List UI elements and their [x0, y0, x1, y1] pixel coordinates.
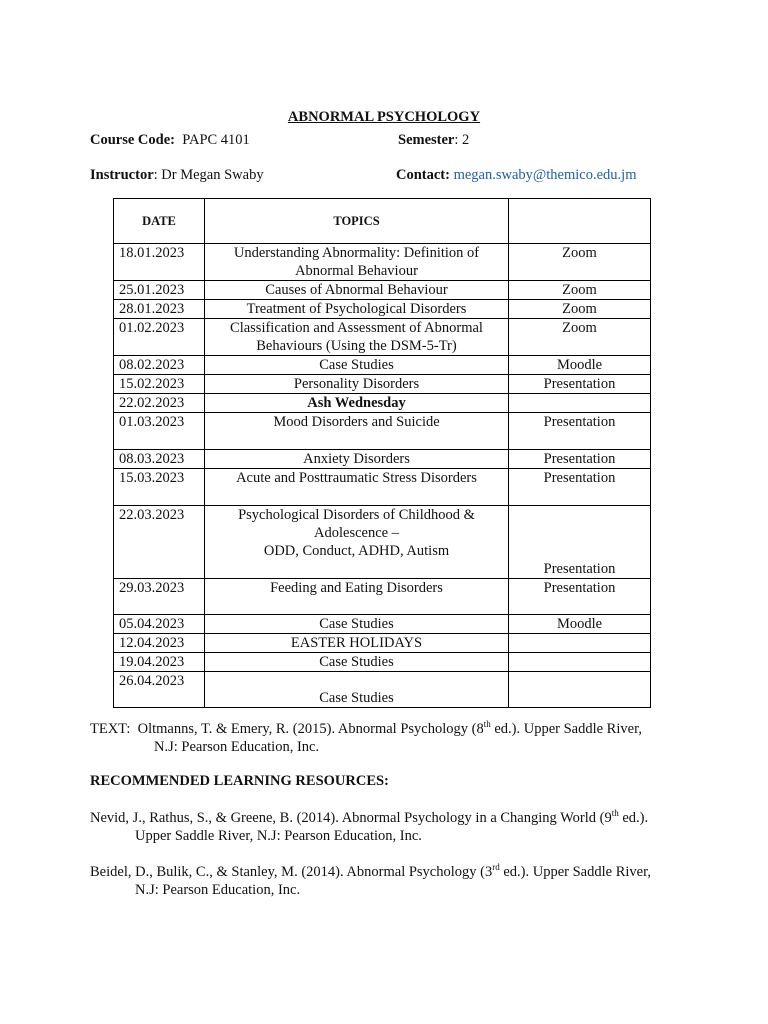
- row-mode: Presentation: [509, 413, 651, 450]
- row-topic: Case Studies: [205, 672, 509, 708]
- row-topic: [205, 506, 509, 579]
- textbook-citation-b: ed.). Upper Saddle River,: [490, 721, 642, 737]
- semester: [398, 132, 469, 149]
- semester-value: : 2: [454, 132, 470, 148]
- page-title: ABNORMAL PSYCHOLOGY: [287, 109, 481, 125]
- row-date: 22.02.2023: [114, 394, 205, 413]
- row-date: 01.02.2023: [114, 319, 205, 356]
- row-topic: Ash Wednesday: [205, 394, 509, 413]
- textbook-sup: th: [483, 719, 491, 730]
- table-row: [114, 244, 651, 281]
- textbook-line2: N.J: Pearson Education, Inc.: [154, 739, 320, 755]
- header-date: DATE: [114, 199, 205, 244]
- row-date: 18.01.2023: [114, 244, 205, 281]
- row-date: 25.01.2023: [114, 281, 205, 300]
- contact-label: Contact:: [396, 167, 450, 183]
- table-row: [114, 394, 651, 413]
- resource-item: [90, 809, 710, 845]
- row-topic: Classification and Assessment of Abnormal Behaviours (Using the DSM-5-Tr): [205, 319, 509, 356]
- row-date: 05.04.2023: [114, 615, 205, 634]
- row-topic-line1: Psychological Disorders of Childhood & Adolescence –: [238, 507, 475, 541]
- schedule-table: [113, 198, 651, 708]
- row-mode: [509, 653, 651, 672]
- row-mode: [509, 672, 651, 708]
- row-mode: Presentation: [509, 506, 651, 579]
- resource-citation-b: ed.).: [618, 810, 649, 826]
- row-mode: Presentation: [509, 469, 651, 506]
- table-row: [114, 672, 651, 708]
- row-topic: Feeding and Eating Disorders: [205, 579, 509, 615]
- resource-line1: [90, 863, 710, 881]
- table-row: [114, 356, 651, 375]
- semester-label: Semester: [398, 132, 455, 148]
- row-topic: Causes of Abnormal Behaviour: [205, 281, 509, 300]
- row-date: 08.03.2023: [114, 450, 205, 469]
- row-date: 29.03.2023: [114, 579, 205, 615]
- row-date: 15.03.2023: [114, 469, 205, 506]
- resource-citation-b: ed.). Upper Saddle River,: [499, 864, 651, 880]
- row-date: 12.04.2023: [114, 634, 205, 653]
- row-topic: Case Studies: [205, 356, 509, 375]
- resource-item: [90, 863, 710, 899]
- row-topic: Mood Disorders and Suicide: [205, 413, 509, 450]
- course-code-label: Course Code:: [90, 132, 175, 148]
- table-row: [114, 469, 651, 506]
- resource-sup: rd: [492, 862, 500, 873]
- contact: [396, 167, 636, 184]
- table-row: [114, 281, 651, 300]
- header-mode: [509, 199, 651, 244]
- row-topic: Case Studies: [205, 615, 509, 634]
- row-date: 28.01.2023: [114, 300, 205, 319]
- row-date: 22.03.2023: [114, 506, 205, 579]
- row-mode: Zoom: [509, 281, 651, 300]
- table-header-row: [114, 199, 651, 244]
- row-date: 01.03.2023: [114, 413, 205, 450]
- instructor-value: : Dr Megan Swaby: [153, 167, 264, 183]
- row-date: 19.04.2023: [114, 653, 205, 672]
- resource-line2: N.J: Pearson Education, Inc.: [135, 882, 301, 898]
- table-row: [114, 653, 651, 672]
- contact-email-link[interactable]: megan.swaby@themico.edu.jm: [453, 167, 637, 183]
- table-row: [114, 506, 651, 579]
- textbook-line1: [90, 720, 710, 738]
- row-mode: Presentation: [509, 375, 651, 394]
- table-row: [114, 375, 651, 394]
- row-mode: [509, 634, 651, 653]
- row-mode: Presentation: [509, 450, 651, 469]
- row-date: 26.04.2023: [114, 672, 205, 708]
- row-topic-line2: ODD, Conduct, ADHD, Autism: [263, 543, 450, 559]
- table-row: [114, 319, 651, 356]
- textbook-label: TEXT:: [90, 721, 131, 737]
- course-code: [90, 132, 250, 149]
- header-topics: TOPICS: [205, 199, 509, 244]
- row-topic: Anxiety Disorders: [205, 450, 509, 469]
- row-date: 08.02.2023: [114, 356, 205, 375]
- row-topic: Acute and Posttraumatic Stress Disorders: [205, 469, 509, 506]
- row-topic: Treatment of Psychological Disorders: [205, 300, 509, 319]
- textbook-reference: [90, 720, 710, 756]
- resource-line2: Upper Saddle River, N.J: Pearson Education, Inc.: [135, 828, 422, 844]
- table-row: [114, 615, 651, 634]
- textbook-citation-a: Oltmanns, T. & Emery, R. (2015). Abnormal Psychology (8: [137, 721, 484, 737]
- resource-citation-a: Beidel, D., Bulik, C., & Stanley, M. (2014). Abnormal Psychology (3: [90, 864, 493, 880]
- table-row: [114, 413, 651, 450]
- resource-sup: th: [611, 808, 619, 819]
- table-row: [114, 579, 651, 615]
- row-mode: Moodle: [509, 615, 651, 634]
- resources-heading: RECOMMENDED LEARNING RESOURCES:: [90, 773, 389, 789]
- resource-line1: [90, 809, 710, 827]
- row-topic: Understanding Abnormality: Definition of Abnormal Behaviour: [205, 244, 509, 281]
- row-mode: Moodle: [509, 356, 651, 375]
- instructor-label: Instructor: [90, 167, 154, 183]
- table-row: [114, 450, 651, 469]
- row-mode: Zoom: [509, 319, 651, 356]
- row-mode: Presentation: [509, 579, 651, 615]
- resource-citation-a: Nevid, J., Rathus, S., & Greene, B. (2014). Abnormal Psychology in a Changing World (9: [90, 810, 612, 826]
- row-topic: EASTER HOLIDAYS: [205, 634, 509, 653]
- row-topic: Personality Disorders: [205, 375, 509, 394]
- table-row: [114, 634, 651, 653]
- instructor: [90, 167, 264, 184]
- row-mode: Zoom: [509, 300, 651, 319]
- row-mode: Zoom: [509, 244, 651, 281]
- row-topic: Case Studies: [205, 653, 509, 672]
- course-code-value: PAPC 4101: [182, 132, 250, 148]
- table-row: [114, 300, 651, 319]
- row-date: 15.02.2023: [114, 375, 205, 394]
- row-mode: [509, 394, 651, 413]
